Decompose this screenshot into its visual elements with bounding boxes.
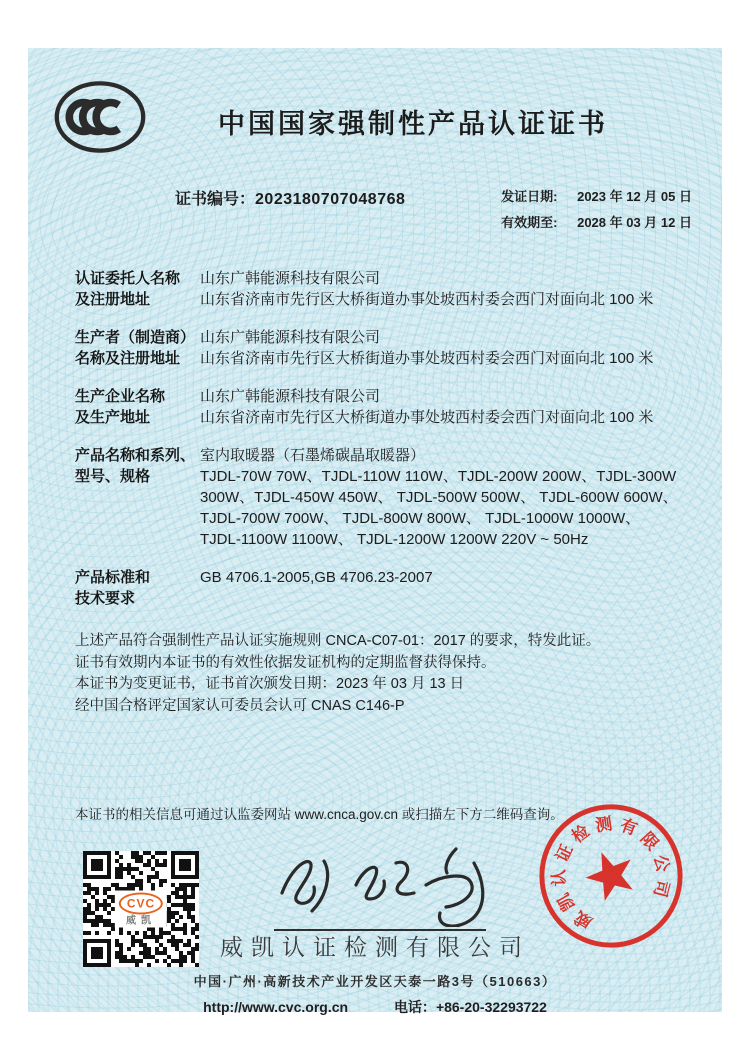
certificate-page [28, 48, 722, 1015]
issuer-address: 中国·广州·高新技术产业开发区天泰一路3号（510663） [193, 974, 557, 989]
svg-text:限: 限 [636, 828, 663, 854]
cvc-logo-text: CVC [119, 893, 163, 915]
certificate-footer [28, 803, 722, 1017]
statement-line: 上述产品符合强制性产品认证实施规则 CNCA-C07-01：2017 的要求，特发此证。 [75, 633, 601, 649]
field-label: 认证委托人名称 及注册地址 [75, 270, 181, 308]
handwritten-signature [260, 835, 510, 927]
certificate-statements [75, 631, 682, 717]
field-factory [75, 386, 682, 428]
field-label: 产品标准和 技术要求 [75, 569, 151, 607]
field-label: 生产企业名称 及生产地址 [75, 388, 166, 426]
signature-underline [274, 929, 486, 931]
svg-text:测: 测 [594, 814, 614, 836]
field-label: 生产者（制造商） 名称及注册地址 [75, 329, 196, 367]
issuer-company-name: 威凯认证检测有限公司 [220, 934, 530, 960]
certificate-number-label: 证书编号： [175, 191, 256, 208]
issue-date-label: 发证日期: [501, 189, 558, 204]
field-manufacturer [75, 327, 682, 369]
issue-date-row [501, 186, 692, 205]
field-label: 产品名称和系列、 型号、规格 [75, 447, 196, 485]
statement-line: 证书有效期内本证书的有效性依据发证机构的定期监督获得保持。 [75, 654, 496, 671]
certificate-header [28, 48, 722, 156]
verification-notice: 本证书的相关信息可通过认监委网站 www.cnca.gov.cn 或扫描左下方二维码查询。 [75, 807, 564, 822]
certificate-number [175, 186, 405, 209]
certificate-dates [501, 186, 692, 238]
issuer-website: http://www.cvc.org.cn [203, 999, 349, 1015]
svg-text:认: 认 [549, 869, 569, 887]
issue-date-value: 2023 年 12 月 05 日 [577, 189, 692, 204]
company-seal [534, 799, 688, 953]
field-value: 山东广韩能源科技有限公司 山东省济南市先行区大桥街道办事处坡西村委会西门对面向北 100 米 [200, 270, 654, 308]
svg-text:威: 威 [571, 907, 596, 933]
field-product [75, 445, 682, 550]
cvc-logo [115, 891, 167, 928]
qr-code [83, 851, 199, 967]
field-value: 室内取暖器（石墨烯碳晶取暖器） TJDL-70W 70W、TJDL-110W 110W、TJDL-200W 200W、TJDL-300W 300W、TJDL-450W 450W、 TJDL-500W 500W、 TJDL-600W 600W、 TJDL-700W 700W、 TJDL-800W 800W、 TJDL-1000W 1000W、 TJDL-1100W 1100W、 TJDL-1200W 1200W 220V ~ 50Hz [200, 447, 678, 548]
issuer-phone [394, 999, 547, 1015]
svg-text:公: 公 [650, 853, 673, 874]
issuer-contact-line [28, 997, 722, 1017]
svg-text:凯: 凯 [553, 889, 579, 914]
certificate-number-value: 2023180707048768 [255, 191, 406, 208]
ccc-mark-icon [52, 78, 148, 156]
issuer-phone-label: 电话： [393, 999, 436, 1015]
statement-line: 本证书为变更证书，证书首次颁发日期：2023 年 03 月 13 日 [75, 676, 465, 692]
certificate-fields [75, 268, 682, 609]
svg-text:检: 检 [568, 821, 593, 847]
field-value: 山东广韩能源科技有限公司 山东省济南市先行区大桥街道办事处坡西村委会西门对面向北 100 米 [200, 329, 654, 367]
field-value: GB 4706.1-2005,GB 4706.23-2007 [200, 569, 433, 586]
valid-until-label: 有效期至: [501, 215, 558, 230]
certificate-title: 中国国家强制性产品认证证书 [218, 109, 608, 139]
svg-text:有: 有 [617, 815, 640, 840]
issuer-phone-number: +86-20-32293722 [435, 999, 547, 1015]
field-applicant [75, 268, 682, 310]
seal-star [579, 843, 642, 904]
certificate-meta [175, 186, 692, 238]
valid-until-row [501, 212, 692, 231]
valid-until-value: 2028 年 03 月 12 日 [577, 215, 692, 230]
signature-block [246, 835, 522, 931]
statement-line: 经中国合格评定国家认可委员会认可 CNAS C146-P [75, 697, 405, 714]
svg-text:司: 司 [650, 878, 673, 899]
cvc-logo-subtext: 威凯 [126, 915, 156, 927]
field-standards [75, 567, 682, 609]
svg-text:证: 证 [552, 841, 577, 865]
field-value: 山东广韩能源科技有限公司 山东省济南市先行区大桥街道办事处坡西村委会西门对面向北 100 米 [200, 388, 654, 426]
